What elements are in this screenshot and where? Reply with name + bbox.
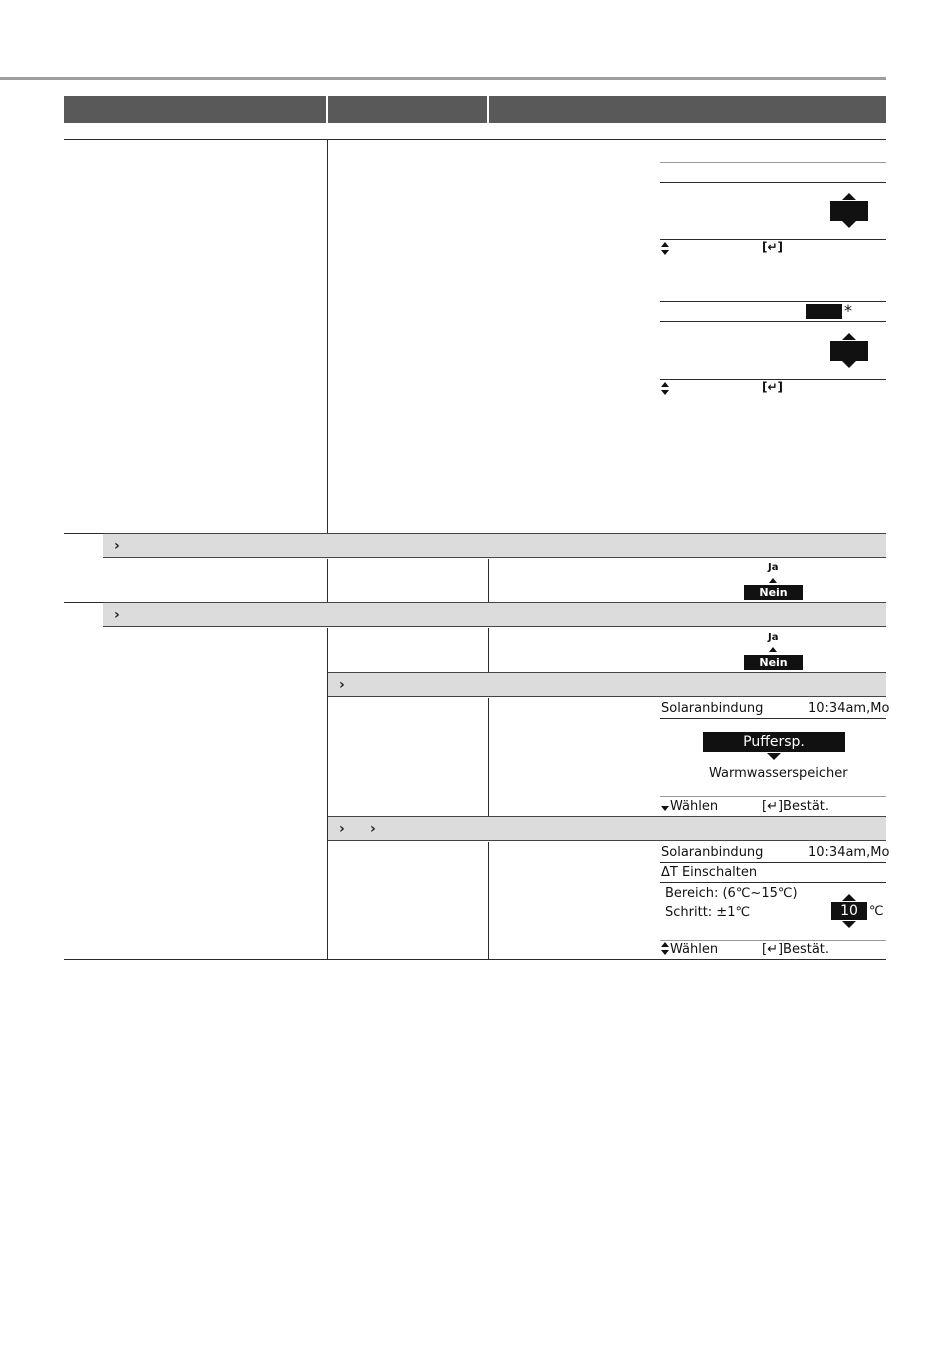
down-arrow-icon <box>767 753 781 760</box>
footer-left: Wählen <box>670 942 719 957</box>
screen-rule <box>660 882 886 883</box>
down-arrow-icon <box>842 221 856 228</box>
section-band <box>103 602 886 627</box>
header-divider <box>487 96 489 123</box>
table-rule <box>64 139 886 140</box>
header-divider <box>326 96 328 123</box>
value-box <box>830 201 868 221</box>
column-rule <box>488 559 489 602</box>
column-rule <box>488 628 489 672</box>
up-down-arrow-icon <box>661 242 669 247</box>
chevron-right-icon: › <box>339 821 345 837</box>
up-arrow-icon <box>769 578 777 583</box>
screen-title: Solaranbindung <box>661 701 764 716</box>
selected-option: Puffersp. <box>703 732 845 752</box>
down-arrow-icon <box>842 361 856 368</box>
up-down-arrow-icon <box>661 950 669 955</box>
screen-rule <box>660 301 886 302</box>
up-down-arrow-icon <box>661 382 669 387</box>
top-rule <box>0 77 886 80</box>
chevron-right-icon: › <box>114 538 120 554</box>
enter-key-icon: [↵] <box>762 240 784 254</box>
value-box <box>830 341 868 361</box>
asterisk-icon: * <box>844 301 852 320</box>
unit-label: ℃ <box>869 904 884 919</box>
column-rule <box>488 698 489 816</box>
table-rule <box>64 959 886 960</box>
up-arrow-icon <box>842 193 856 200</box>
screen-title: Solaranbindung <box>661 845 764 860</box>
value-box <box>806 304 842 319</box>
range-text: Bereich: (6℃~15℃) <box>665 886 798 901</box>
footer-left: Wählen <box>670 799 719 814</box>
screen-rule <box>660 162 886 163</box>
footer-right: [↵]Bestät. <box>762 799 830 814</box>
option-label: Ja <box>768 562 779 573</box>
up-arrow-icon <box>842 894 856 901</box>
up-arrow-icon <box>769 647 777 652</box>
step-text: Schritt: ±1℃ <box>665 905 751 920</box>
chevron-right-icon: › <box>370 821 376 837</box>
screen-rule <box>660 182 886 183</box>
selected-option: Nein <box>744 655 803 670</box>
down-arrow-icon <box>661 806 669 811</box>
down-arrow-icon <box>842 921 856 928</box>
column-rule <box>327 139 328 533</box>
screen-subtitle: ΔT Einschalten <box>661 865 758 880</box>
selected-option: Nein <box>744 585 803 600</box>
up-arrow-icon <box>842 333 856 340</box>
screen-rule <box>660 796 886 797</box>
up-down-arrow-icon <box>661 390 669 395</box>
screen-time: 10:34am,Mo <box>808 701 890 716</box>
chevron-right-icon: › <box>114 607 120 623</box>
enter-key-icon: [↵] <box>762 380 784 394</box>
section-band <box>328 672 886 697</box>
section-band <box>103 533 886 558</box>
column-rule <box>488 842 489 959</box>
column-rule <box>327 559 328 602</box>
section-band <box>328 816 886 841</box>
up-down-arrow-icon <box>661 250 669 255</box>
chevron-right-icon: › <box>339 677 345 693</box>
table-header <box>64 96 886 123</box>
screen-rule <box>660 321 886 322</box>
screen-rule <box>660 718 886 719</box>
up-down-arrow-icon <box>661 942 669 947</box>
screen-rule <box>660 862 886 863</box>
screen-time: 10:34am,Mo <box>808 845 890 860</box>
footer-right: [↵]Bestät. <box>762 942 830 957</box>
option-label: Warmwasserspeicher <box>709 766 848 781</box>
screen-rule <box>660 940 886 941</box>
option-label: Ja <box>768 632 779 643</box>
value-box: 10 <box>831 902 867 920</box>
